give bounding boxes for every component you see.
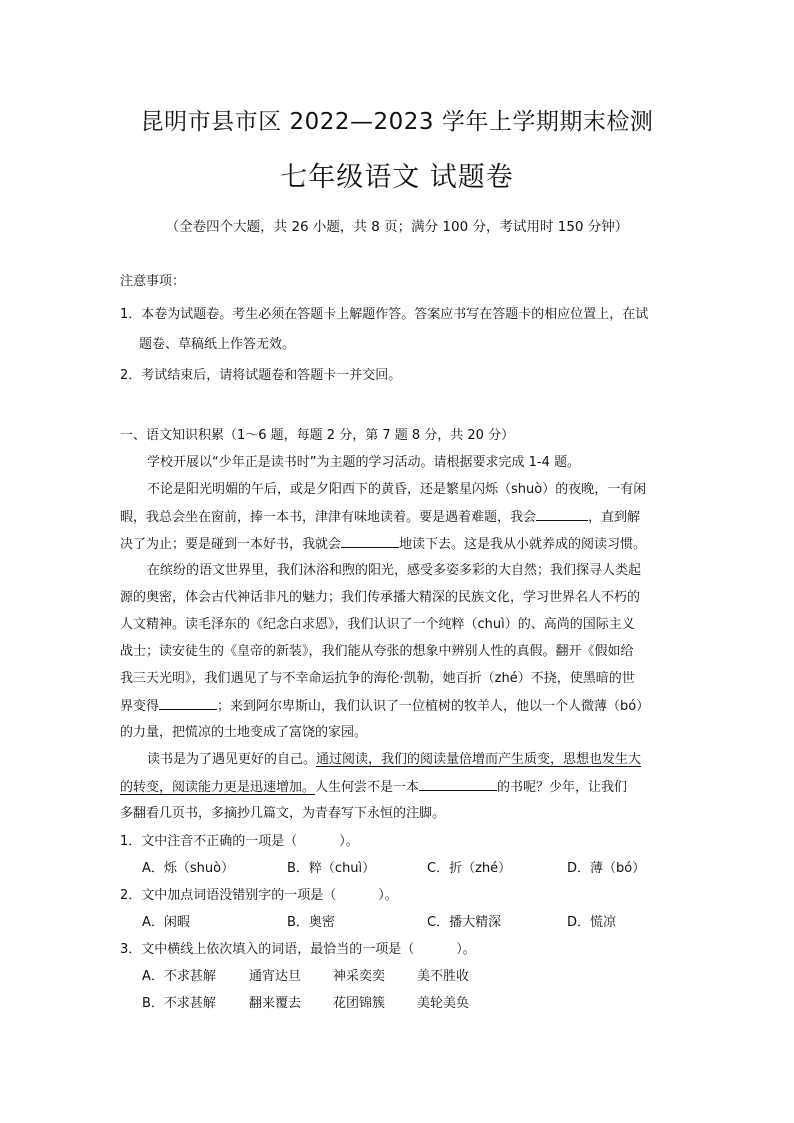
exam-info: （全卷四个大题，共 26 小题，共 8 页；满分 100 分，考试用时 150 分钟）: [165, 219, 629, 235]
option-a-word-3: 神采奕奕: [333, 969, 386, 984]
exam-subtitle: 七年级语文 试题卷: [280, 162, 514, 193]
option-a: A．烁（shuò）: [142, 861, 235, 876]
text-segment: 人生何尝不是一本: [315, 780, 420, 795]
text-segment: 决了为止；要是碰到一本好书，我就会: [120, 537, 342, 552]
question-text: ）。: [339, 834, 359, 849]
text-segment: 界变得: [120, 699, 160, 714]
question-text: ）。: [378, 888, 398, 903]
text-segment: ，直到解: [588, 510, 641, 525]
paragraph-line: 多翻看几页书，多摘抄几篇文，为青春写下永恒的注脚。: [120, 806, 446, 821]
fill-blank-4: [419, 778, 497, 791]
option-b: B．粹（chuì）: [287, 861, 376, 876]
paragraph-line: [120, 535, 646, 554]
option-b: B．奥密: [287, 915, 335, 930]
question-text: 3．文中横线上依次填入的词语，最恰当的一项是（: [120, 942, 415, 957]
paragraph-line: 源的奥密，体会古代神话非凡的魅力；我们传承播大精深的民族文化，学习世界名人不朽的: [120, 590, 641, 605]
question-3-stem: [120, 941, 476, 959]
underlined-sentence: 通过阅读，我们的阅读量倍增而产生质变，思想也发生大: [316, 752, 642, 767]
option-b-word-4: 美轮美奂: [417, 996, 470, 1011]
section-intro: 学校开展以“少年正是读书时”为主题的学习活动。请根据要求完成 1-4 题。: [147, 455, 580, 470]
note-item-1-cont: 题卷、草稿纸上作答无效。: [139, 337, 296, 352]
text-segment: 的书呢？少年，让我们: [497, 780, 628, 795]
option-d: D．薄（bó）: [567, 861, 646, 876]
note-item-1: 1．本卷为试题卷。考生必须在答题卡上解题作答。答案应书写在答题卡的相应位置上，在试: [120, 307, 649, 322]
option-a-word-1: A．不求甚解: [142, 969, 216, 984]
paragraph-line: [120, 697, 649, 716]
text-segment: 地读下去。这是我从小就养成的阅读习惯。: [399, 537, 647, 552]
question-1-stem: [120, 833, 359, 851]
fill-blank-1: [536, 508, 588, 521]
notes-heading: 注意事项：: [120, 274, 186, 289]
paragraph-line: 战士；读安徒生的《皇帝的新装》，我们能从夸张的想象中辨别人性的真假。翻开《假如给: [120, 644, 634, 659]
option-b-word-3: 花团锦簇: [333, 996, 386, 1011]
question-text: ）。: [456, 942, 476, 957]
option-a-word-4: 美不胜收: [417, 969, 470, 984]
paragraph-line: 我三天光明》，我们遇见了与不幸命运抗争的海伦·凯勒，她百折（zhé）不挠，使黑暗的世: [120, 671, 635, 686]
question-text: 2．文中加点词语没错别字的一项是（: [120, 888, 337, 903]
text-segment: 读书是为了遇见更好的自己。: [147, 752, 317, 767]
note-item-2: 2．考试结束后，请将试题卷和答题卡一并交回。: [120, 368, 402, 383]
fill-blank-3: [159, 697, 217, 710]
option-b-word-2: 翻来覆去: [249, 996, 302, 1011]
option-a: A．闲暇: [142, 915, 190, 930]
paragraph-line: [120, 778, 627, 797]
option-c: C．折（zhé）: [427, 861, 512, 876]
text-segment: ；来到阿尔卑斯山，我们认识了一位植树的牧羊人，他以一个人微薄（bó）: [217, 699, 650, 714]
question-2-stem: [120, 887, 398, 905]
option-c: C．播大精深: [427, 915, 502, 930]
underlined-sentence: 的转变，阅读能力更是迅速增加。: [120, 780, 316, 795]
option-a-word-2: 通宵达旦: [249, 969, 302, 984]
paragraph-line: 在缤纷的语文世界里，我们沐浴和煦的阳光，感受多姿多彩的大自然；我们探寻人类起: [147, 563, 642, 578]
exam-title: 昆明市县市区 2022—2023 学年上学期期末检测: [140, 109, 654, 135]
text-segment: 暇，我总会坐在窗前，捧一本书，津津有味地读着。要是遇着难题，我会: [120, 510, 537, 525]
option-b-word-1: B．不求甚解: [142, 996, 216, 1011]
question-text: 1．文中注音不正确的一项是（: [120, 834, 298, 849]
section-heading: 一、语文知识积累（1～6 题，每题 2 分，第 7 题 8 分，共 20 分）: [120, 428, 515, 443]
option-d: D．慌凉: [567, 915, 617, 930]
paragraph-line: [120, 508, 640, 527]
paragraph-line: 人文精神。读毛泽东的《纪念白求恩》，我们认识了一个纯粹（chuì）的、高尚的国际主义: [120, 617, 635, 632]
paragraph-line: [147, 751, 641, 769]
paragraph-line: 的力量，把慌凉的土地变成了富饶的家园。: [120, 725, 368, 740]
paragraph-line: 不论是阳光明媚的午后，或是夕阳西下的黄昏，还是繁星闪烁（shuò）的夜晚，一有闲: [147, 482, 647, 497]
fill-blank-2: [341, 535, 399, 548]
